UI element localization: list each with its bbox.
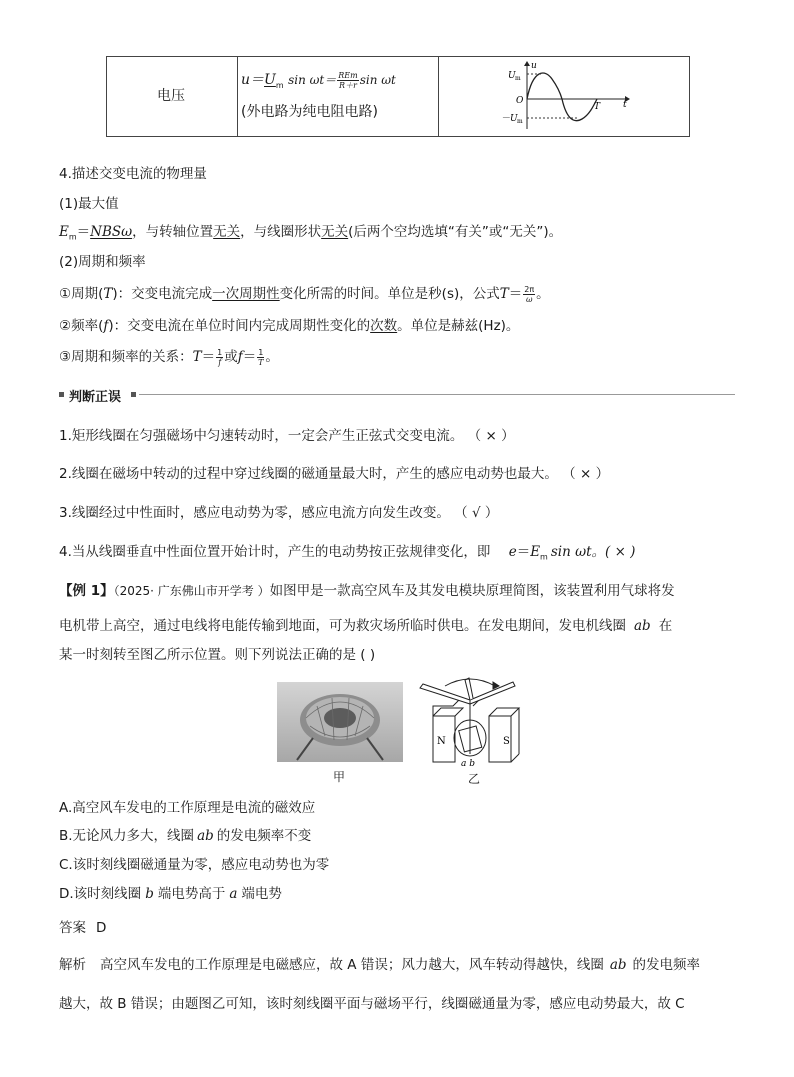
example-line-2: 电机带上高空，通过电线将电能传输到地面，可为救灾场所临时供电。在发电期间，发电机线圈 ab 在 [59,618,673,634]
table-cell-label [107,57,238,136]
frequency-line: ②频率(f)：交变电流在单位时间内完成周期性变化的次数。单位是赫兹(Hz)。 [59,318,520,334]
magnet-n-label: N [437,736,446,747]
judge-title: 判断正误 [69,390,122,405]
option-a: A.高空风车发电的工作原理是电流的磁效应 [59,800,316,816]
answer-line [59,916,106,936]
blank-answer-1: 无关 [213,224,241,240]
frequency-answer: 次数 [370,318,398,334]
voltage-table [106,56,690,137]
figure-balloon-turbine [277,682,403,762]
svg-text:m: m [517,118,523,125]
bullet-icon [131,392,136,397]
example-line-3: 某一时刻转至图乙所示位置。则下列说法正确的是 ( ) [59,647,376,663]
example-tag: 【例 1】 [59,583,114,599]
emax-answer: NBSω [90,224,133,240]
divider [139,394,735,395]
sub-heading-max: (1)最大值 [59,196,119,212]
analysis-line-1: 解析 高空风车发电的工作原理是电磁感应，故 A 错误；风力越大，风车转动得越快，线圈 ab 的发电频率 [59,957,701,973]
label-um: U [508,71,516,81]
option-d: D.该时刻线圈 b 端电势高于 a 端电势 [59,886,282,902]
judge-item-1: 1.矩形线圈在匀强磁场中匀速转动时，一定会产生正弦式交变电流。 （ × ） [59,428,515,444]
label-origin: O [516,96,524,106]
option-b: B.无论风力多大，线圈 ab 的发电频率不变 [59,828,312,844]
analysis-line-2: 越大，故 B 错误；由题图乙可知，该时刻线圈平面与磁场平行，线圈磁通量为零，感应电动势最大，故 C [59,996,685,1012]
table-cell-formula [238,57,439,136]
bullet-icon [59,392,64,397]
coil-ab-label: a b [461,759,475,769]
period-answer: 一次周期性 [212,286,280,302]
axis-t: t [623,100,627,110]
magnet-s-label: S [503,736,510,747]
row-label: 电压 [157,88,185,104]
judge-item-2: 2.线圈在磁场中转动的过程中穿过线圈的磁通量最大时，产生的感应电动势也最大。 （ × ） [59,466,610,482]
answer-value: D [96,920,107,936]
sine-graph [497,59,637,134]
period-line: ①周期(T)：交变电流完成一次周期性变化所需的时间。单位是秒(s)，公式T＝ $\frac{2\pi}{\omega}$ 。 [59,284,550,304]
figure-label-yi: 乙 [468,772,481,786]
figure-generator-diagram [415,676,525,771]
analysis-label: 解析 [59,957,86,973]
svg-text:m: m [515,75,521,82]
relation-line: ③周期和频率的关系：T＝ $\frac{1}{f}$ 或f＝ $\frac{1}{T}$ 。 [59,347,279,367]
label-neg-um: －U [501,114,518,124]
judge-item-3: 3.线圈经过中性面时，感应电动势为零，感应电流方向发生改变。 （ √ ） [59,505,499,521]
example-line-1: 【例 1】（2025· 广东佛山市开学考 ）如图甲是一款高空风车及其发电模块原理简图，该装置利用气球将发 [59,583,675,599]
example-source: （2025· 广东佛山市开学考 ） [113,584,270,598]
judge-item-4: 4.当从线圈垂直中性面位置开始计时，产生的电动势按正弦规律变化，即 $e=E_m$ sin ωt。( × ) [59,544,636,562]
emax-line: $E_m=NBS\omega$，与转轴位置无关，与线圈形状无关(后两个空均选填“有关”或“无关”)。 [59,224,563,242]
circuit-note: (外电路为纯电阻电路) [241,104,378,120]
judge-section-header [59,386,735,405]
section-heading: 4.描述交变电流的物理量 [59,166,207,182]
axis-u: u [531,61,537,71]
figure-label-jia: 甲 [333,770,346,784]
option-c: C.该时刻线圈磁通量为零，感应电动势也为零 [59,857,330,873]
blank-answer-2: 无关 [321,224,349,240]
label-T: T [594,102,601,112]
sub-heading-period: (2)周期和频率 [59,254,146,270]
answer-label: 答案 [59,920,86,936]
voltage-formula: $u=U_m$ sin ωt＝ $\frac{\text{REm}}{R+r}$ sin ωt [241,70,396,90]
